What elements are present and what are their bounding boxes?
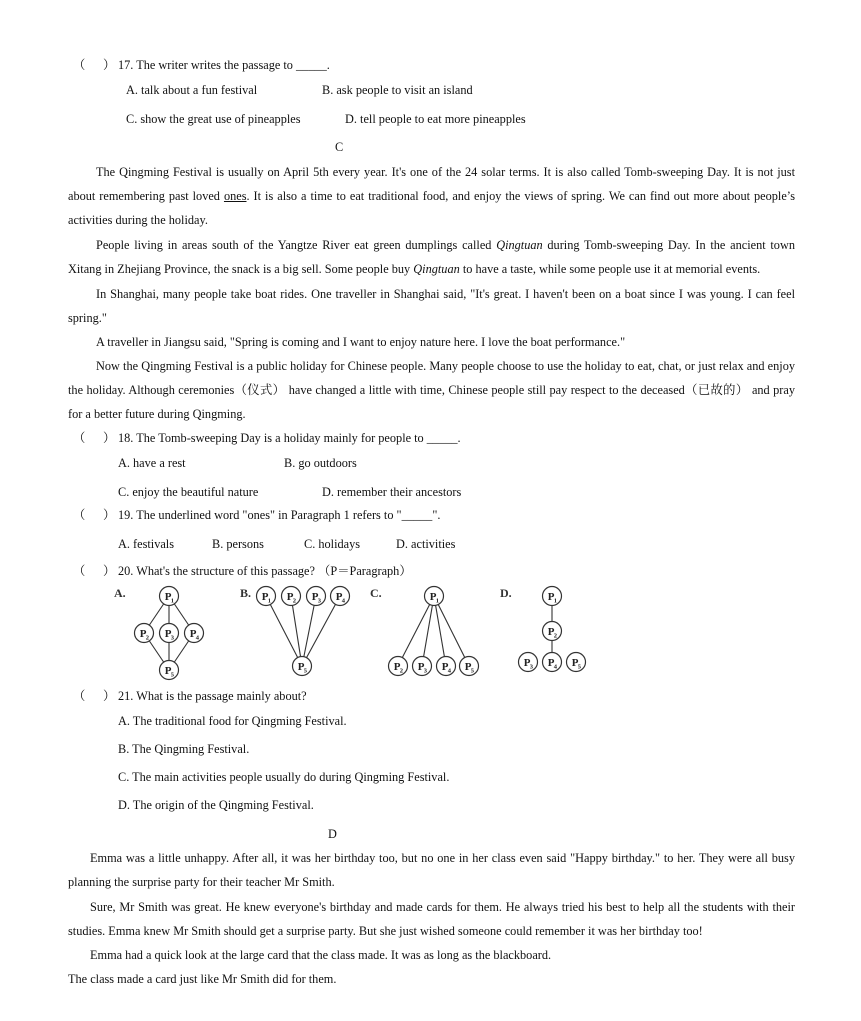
question-21-stem: 21. What is the passage mainly about? — [118, 689, 307, 703]
paragraph-node — [257, 587, 276, 606]
paragraph-node-label: P — [311, 591, 319, 603]
paragraph-node-number: 3 — [529, 663, 534, 671]
paragraph-node-number: 5 — [303, 667, 308, 675]
section-c-label: C — [335, 140, 344, 154]
q21-option-d: D. The origin of the Qingming Festival. — [118, 798, 314, 812]
paragraph-node-label: P — [523, 657, 531, 669]
structure-diagrams — [0, 580, 861, 685]
paragraph-node-number: 2 — [292, 597, 297, 605]
passage-c-paragraph-4: A traveller in Jiangsu said, "Spring is coming and I want to enjoy nature here. I love the boat performance." — [96, 335, 626, 349]
question-20-stem: 20. What's the structure of this passage? （P＝Paragraph） — [118, 564, 412, 578]
answer-bracket-open: （ — [73, 564, 86, 578]
qingtuan-term: Qingtuan — [413, 262, 460, 277]
paragraph-node — [135, 624, 154, 643]
diagram-connector — [438, 604, 465, 657]
paragraph-node — [413, 657, 432, 676]
diagram-option-letter: A. — [114, 586, 126, 600]
paragraph-node-label: P — [417, 661, 425, 673]
p1-text-a: The Qingming Festival is usually on April 5th every year. It's one of the 24 solar terms. It is also called Tomb-sweeping Day. It is not just about remembering past loved — [68, 165, 795, 204]
paragraph-node-number: 4 — [195, 634, 200, 642]
answer-bracket-open: （ — [73, 431, 86, 445]
p2-text-b: during Tomb-sweeping Day. In the ancient town Xitang in Zhejiang Province, the snack is a big sell. Some people buy — [68, 238, 795, 277]
passage-d-paragraph-4: The class made a card just like Mr Smith did for them. — [68, 972, 337, 986]
paragraph-node-number: 4 — [553, 663, 558, 671]
paragraph-node-number: 5 — [170, 671, 175, 679]
paragraph-node — [543, 587, 562, 606]
diagram-connector — [307, 604, 336, 657]
paragraph-node-label: P — [571, 657, 579, 669]
diagram-connector — [174, 604, 188, 625]
paragraph-node-number: 1 — [267, 597, 272, 605]
paragraph-node — [293, 657, 312, 676]
diagram-connector — [174, 641, 188, 662]
paragraph-node-label: P — [164, 628, 172, 640]
paragraph-node — [160, 661, 179, 680]
paragraph-node — [160, 587, 179, 606]
q19-option-b: B. persons — [212, 537, 264, 551]
paragraph-node-label: P — [261, 591, 269, 603]
question-17-stem: 17. The writer writes the passage to _____. — [118, 58, 330, 72]
paragraph-node-label: P — [393, 661, 401, 673]
paragraph-node-label: P — [335, 591, 343, 603]
paragraph-node-label: P — [297, 661, 305, 673]
p2-text-a: People living in areas south of the Yangtze River eat green dumplings called — [96, 238, 497, 252]
p1-text-b: . It is also a time to eat traditional food, and enjoy the views of spring. We can find out more about people’s activities during the holiday. — [68, 189, 795, 228]
q21-option-b: B. The Qingming Festival. — [118, 742, 250, 756]
passage-d-paragraph-1: Emma was a little unhappy. After all, it was her birthday too, but no one in her class even said "Happy birthday." to her. They were all busy planning the surprise party for their teacher Mr Smith. — [68, 851, 795, 890]
paragraph-node-label: P — [441, 661, 449, 673]
paragraph-node — [425, 587, 444, 606]
answer-bracket-close: ） — [103, 431, 116, 445]
diagram-connector — [304, 605, 314, 656]
answer-bracket-close: ） — [103, 689, 116, 703]
paragraph-node — [460, 657, 479, 676]
diagram-option-letter: B. — [240, 586, 252, 600]
diagram-connector — [402, 604, 429, 657]
q17-option-d: D. tell people to eat more pineapples — [345, 112, 526, 126]
passage-c-paragraph-3: In Shanghai, many people take boat rides. One traveller in Shanghai said, "It's great. I haven't been on a boat since I was young. I can feel spring." — [68, 287, 795, 326]
paragraph-node-number: 5 — [470, 667, 475, 675]
passage-c-paragraph-1 — [68, 160, 795, 233]
paragraph-node-label: P — [139, 628, 147, 640]
question-18-stem: 18. The Tomb-sweeping Day is a holiday mainly for people to _____. — [118, 431, 461, 445]
paragraph-node-number: 3 — [423, 667, 428, 675]
paragraph-node — [331, 587, 350, 606]
section-d-label: D — [328, 827, 337, 841]
q17-option-b: B. ask people to visit an island — [322, 83, 473, 97]
paragraph-node — [160, 624, 179, 643]
paragraph-node-number: 1 — [435, 597, 440, 605]
paragraph-node — [519, 653, 538, 672]
paragraph-node-number: 2 — [145, 634, 150, 642]
diagram-option-letter: C. — [370, 586, 382, 600]
paragraph-node — [543, 622, 562, 641]
q21-option-a: A. The traditional food for Qingming Festival. — [118, 714, 347, 728]
q17-option-a: A. talk about a fun festival — [126, 83, 258, 97]
paragraph-node-number: 2 — [553, 632, 558, 640]
answer-bracket-open: （ — [73, 508, 86, 522]
paragraph-node-label: P — [464, 661, 472, 673]
paragraph-node-number: 4 — [341, 597, 346, 605]
passage-d-paragraph-2: Sure, Mr Smith was great. He knew everyone's birthday and made cards for them. He always tried his best to help all the students with their studies. Emma knew Mr Smith should get a surprise party. But she just wished someone could remember it was her birthday too! — [68, 900, 795, 939]
paragraph-node — [282, 587, 301, 606]
paragraph-node — [543, 653, 562, 672]
answer-bracket-close: ） — [103, 58, 116, 72]
paragraph-node — [307, 587, 326, 606]
paragraph-node-number: 1 — [553, 597, 558, 605]
question-19-stem: 19. The underlined word "ones" in Paragraph 1 refers to "_____". — [118, 508, 441, 522]
paragraph-node-number: 5 — [577, 663, 582, 671]
paragraph-node — [437, 657, 456, 676]
passage-c-paragraph-5: Now the Qingming Festival is a public holiday for Chinese people. Many people choose to use the holiday to eat, chat, or just relax and enjoy the holiday. Although ceremonies（仪式） have changed a little with time, Chinese people still pay respect to the deceased（已故的） and pray for a better future during Qingming. — [68, 359, 795, 422]
paragraph-node-label: P — [547, 657, 555, 669]
paragraph-node — [389, 657, 408, 676]
q19-option-c: C. holidays — [304, 537, 361, 551]
q18-option-a: A. have a rest — [118, 456, 186, 470]
q19-option-a: A. festivals — [118, 537, 175, 551]
diagram-option-letter: D. — [500, 586, 512, 600]
diagram-connector — [149, 604, 163, 625]
answer-bracket-close: ） — [103, 508, 116, 522]
q21-option-c: C. The main activities people usually do during Qingming Festival. — [118, 770, 450, 784]
paragraph-node-number: 2 — [399, 667, 404, 675]
paragraph-node-label: P — [164, 591, 172, 603]
q18-option-d: D. remember their ancestors — [322, 485, 462, 499]
paragraph-node-number: 1 — [170, 597, 175, 605]
q18-option-b: B. go outdoors — [284, 456, 357, 470]
paragraph-node — [567, 653, 586, 672]
qingtuan-term: Qingtuan — [496, 238, 543, 252]
answer-bracket-open: （ — [73, 689, 86, 703]
paragraph-node-label: P — [547, 591, 555, 603]
paragraph-node-label: P — [547, 626, 555, 638]
paragraph-node-label: P — [286, 591, 294, 603]
paragraph-node — [185, 624, 204, 643]
answer-bracket-close: ） — [103, 564, 116, 578]
q19-option-d: D. activities — [396, 537, 456, 551]
passage-d-paragraph-3: Emma had a quick look at the large card that the class made. It was as long as the blackboard. — [90, 948, 552, 962]
answer-bracket-open: （ — [73, 58, 86, 72]
q17-option-c: C. show the great use of pineapples — [126, 112, 301, 126]
paragraph-node-number: 3 — [170, 634, 175, 642]
diagram-connector — [149, 641, 163, 662]
paragraph-node-label: P — [429, 591, 437, 603]
p2-text-c: to have a taste, while some people use it at memorial events. — [459, 262, 761, 277]
paragraph-node-number: 3 — [317, 597, 322, 605]
paragraph-node-label: P — [189, 628, 197, 640]
q18-option-c: C. enjoy the beautiful nature — [118, 485, 259, 499]
underlined-word-ones: ones — [223, 189, 247, 204]
passage-c-paragraph-2 — [68, 233, 795, 281]
paragraph-node-label: P — [164, 665, 172, 677]
paragraph-node-number: 4 — [447, 667, 452, 675]
